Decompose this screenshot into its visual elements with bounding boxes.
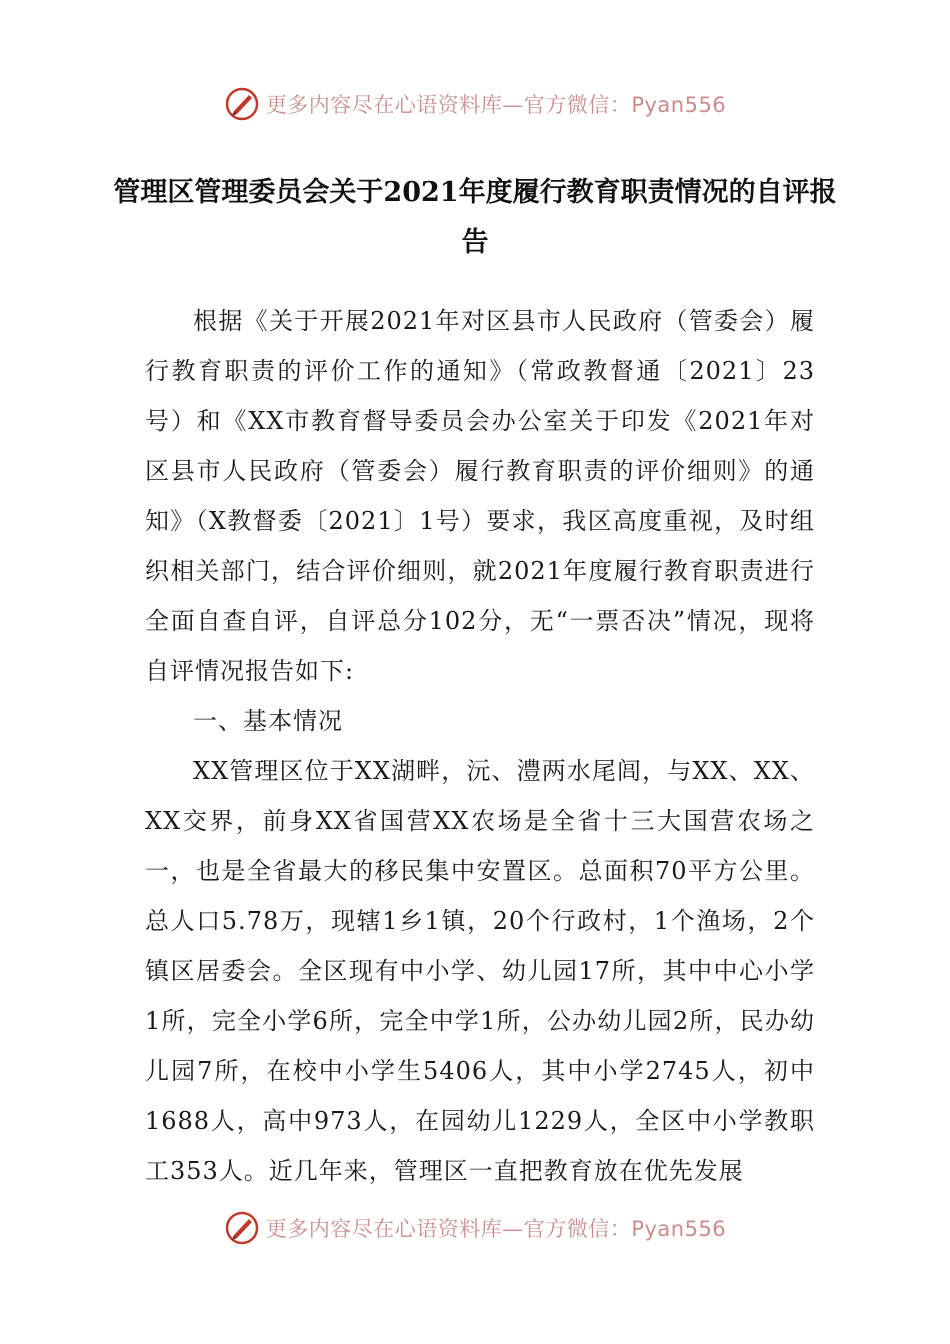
watermark-wechat-id: Pyan556: [631, 93, 727, 117]
watermark-footer: [0, 1208, 950, 1248]
watermark-text: 更多内容尽在心语资料库—官方微信：Pyan556: [265, 93, 727, 117]
section-paragraph: XX管理区位于XX湖畔，沅、澧两水尾闾，与XX、XX、XX交界，前身XX省国营XX农场是全省十三大国营农场之一，也是全省最大的移民集中安置区。总面积70平方公里。总人口5.78万，现辖1乡1镇，20个行政村，1个渔场，2个镇区居委会。全区现有中小学、幼儿园17所，其中中心小学1所，完全小学6所，完全中学1所，公办幼儿园2所，民办幼儿园7所，在校中小学生5406人，其中小学2745人，初中1688人，高中973人，在园幼儿1229人，全区中小学教职工353人。近几年来，管理区一直把教育放在优先发展: [145, 757, 815, 1185]
watermark-header: [0, 84, 950, 124]
watermark-text: 更多内容尽在心语资料库—官方微信：Pyan556: [265, 1217, 727, 1241]
pen-logo-icon: [224, 86, 260, 122]
document-title: 管理区管理委员会关于2021年度履行教育职责情况的自评报告: [113, 177, 837, 258]
section-heading: 一、基本情况: [193, 707, 343, 735]
intro-paragraph: 根据《关于开展2021年对区县市人民政府（管委会）履行教育职责的评价工作的通知》（常政教督通〔2021〕23号）和《XX市教育督导委员会办公室关于印发《2021年对区县市人民政府（管委会）履行教育职责的评价细则》的通知》（X教督委〔2021〕1号）要求，我区高度重视，及时组织相关部门，结合评价细则，就2021年度履行教育职责进行全面自查自评，自评总分102分，无“一票否决”情况，现将自评情况报告如下:: [145, 307, 815, 685]
document-body: [145, 296, 815, 1196]
pen-logo-icon: [224, 1210, 260, 1246]
watermark-wechat-id: Pyan556: [631, 1217, 727, 1241]
